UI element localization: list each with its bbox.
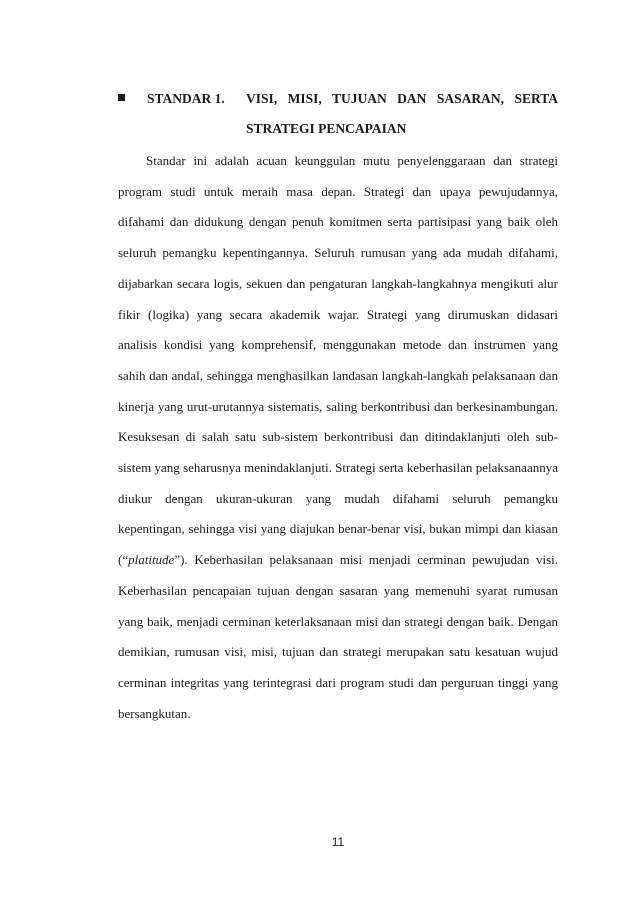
body-text-part-2: ”). Keberhasilan pelaksanaan misi menjadi cerminan pewujudan visi. Keberhasilan pencapaian tujuan dengan sasaran yang memenuhi syarat rumusan yang baik, menjadi cerminan keterlaksanaan misi dan strategi dengan baik. Dengan demikian, rumusan visi, misi, tujuan dan strategi merupakan satu kesatuan wujud cerminan integritas yang terintegrasi dari program studi dan perguruan tinggi yang bersangkutan. [118, 552, 558, 721]
standard-title-line-1: VISI, MISI, TUJUAN DAN SASARAN, SERTA [246, 91, 558, 106]
standard-label: STANDAR 1. [147, 91, 225, 106]
body-text-part-1: Standar ini adalah acuan keunggulan mutu penyelenggaraan dan strategi program studi untuk meraih masa depan. Strategi dan upaya pewujudannya, difahami dan didukung dengan penuh komitmen serta partisipasi yang baik oleh seluruh pemangku kepentingannya. Seluruh rumusan yang ada mudah difahami, dijabarkan secara logis, sekuen dan pengaturan langkah-langkahnya mengikuti alur fikir (logika) yang secara akademik wajar. Strategi yang dirumuskan didasari analisis kondisi yang komprehensif, menggunakan metode dan instrumen yang sahih dan andal, sehingga menghasilkan landasan langkah-langkah pelaksanaan dan kinerja yang urut-urutannya sistematis, saling berkontribusi dan berkesinambungan. Kesuksesan di salah satu sub-sistem berkontribusi dan ditindaklanjuti oleh sub-sistem yang seharusnya menindaklanjuti. Strategi serta keberhasilan pelaksanaannya diukur dengan ukuran-ukuran yang mudah difahami seluruh pemangku kepentingan, sehingga visi yang diajukan benar-benar visi, bukan mimpi dan kiasan (“ [118, 153, 558, 568]
italic-term: platitude [128, 552, 175, 568]
standard-title-line-2: STRATEGI PENCAPAIAN [246, 121, 407, 136]
section-heading [118, 91, 558, 136]
square-bullet-icon [118, 94, 125, 101]
heading-row [118, 91, 558, 136]
body-paragraph [118, 146, 558, 729]
page-number: 11 [331, 835, 345, 849]
